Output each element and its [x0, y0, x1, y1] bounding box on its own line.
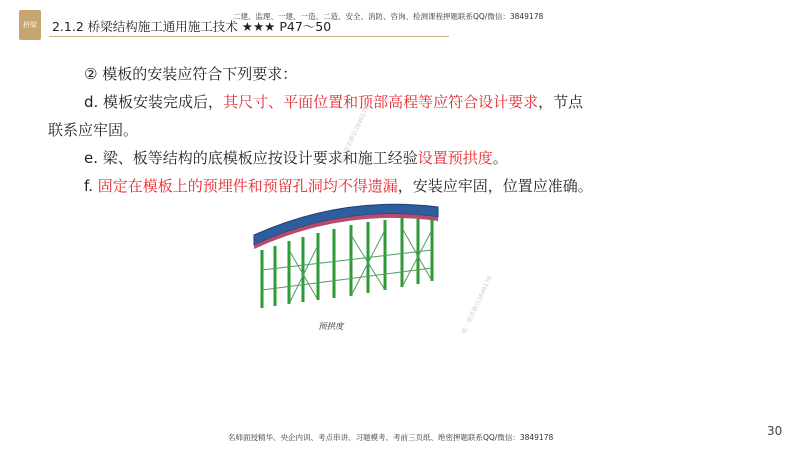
- footer-contact-notice: 名师面授精华、央企内训、考点串讲、习题模考、考前三页纸、绝密押题联系QQ/微信：3849178: [228, 433, 554, 442]
- header-divider: [49, 36, 449, 37]
- paragraph-d-continued: 联系应牢固。: [48, 121, 139, 139]
- paragraph-e-highlight: 设置预拱度: [417, 149, 493, 167]
- paragraph-f-tail: ，安装应牢固，位置应准确。: [397, 177, 593, 195]
- logo-text: 桥梁: [23, 21, 37, 29]
- paragraph-d-tail: ，节点: [538, 93, 584, 111]
- logo: [19, 10, 41, 40]
- section-title: 2.1.2 桥梁结构施工通用施工技术 ★★★ P47～50: [52, 19, 332, 34]
- watermark-1: 唯一联系微信3849178: [337, 105, 371, 165]
- paragraph-d-lead: d. 模板安装完成后，: [84, 93, 224, 111]
- paragraph-e: [48, 144, 668, 172]
- page-number: 30: [767, 424, 783, 438]
- paragraph-e-lead: e. 梁、板等结构的底模板应按设计要求和施工经验: [84, 149, 418, 167]
- figure-caption: 预拱度: [318, 322, 344, 332]
- paragraph-requirements-intro: ② 模板的安装应符合下列要求：: [84, 65, 298, 83]
- paragraph-d-highlight: 其尺寸、平面位置和顶部高程等应符合设计要求: [223, 93, 539, 111]
- top-contact-notice: 二建、监理、一建、一造、二造、安全、消防、咨询、检测课程押题联系QQ/微信：3849178: [233, 12, 544, 21]
- formwork-scaffold-illustration: [248, 190, 444, 314]
- paragraph-f-lead: f.: [84, 177, 98, 195]
- watermark-2: 唯一联系微信3849178: [460, 275, 494, 335]
- camber-formwork-figure: [248, 190, 444, 314]
- paragraph-e-tail: 。: [492, 149, 508, 167]
- paragraph-f-highlight: 固定在模板上的预埋件和预留孔洞均不得遗漏: [97, 177, 398, 195]
